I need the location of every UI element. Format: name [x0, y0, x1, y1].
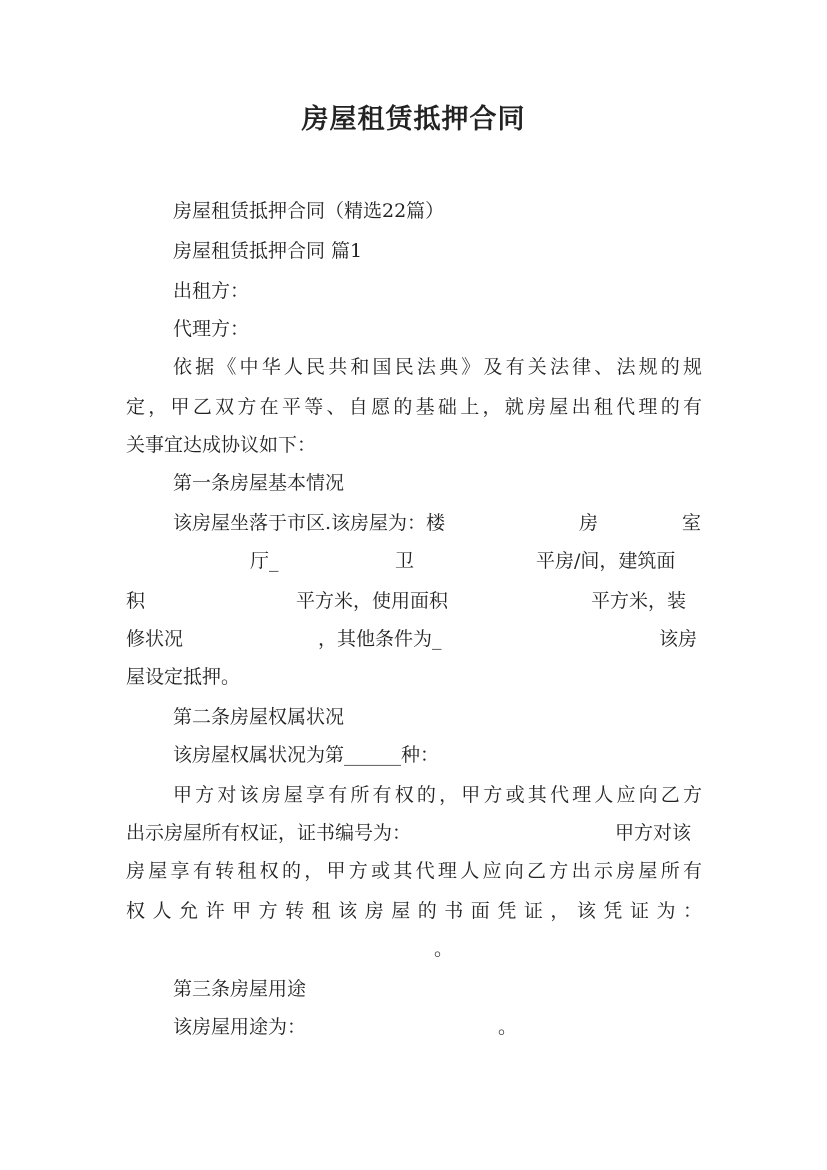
- text-fragment: 积: [126, 590, 146, 612]
- subtitle-line: 房屋租赁抵押合同（精选22篇）: [173, 200, 445, 222]
- text-fragment: 该房屋坐落于市区.该房屋为：楼: [173, 512, 446, 534]
- article-heading: 第一条房屋基本情况: [173, 472, 345, 494]
- text-fragment: 。: [498, 1016, 518, 1038]
- section-heading: 房屋租赁抵押合同 篇1: [173, 240, 363, 262]
- text-fragment: 。: [434, 938, 454, 960]
- paragraph-line: 定，甲乙双方在平等、自愿的基础上，就房屋出租代理的有: [126, 396, 702, 418]
- text-fragment: 甲方对该: [615, 822, 692, 844]
- paragraph-line: [173, 1014, 702, 1040]
- text-fragment: 房: [579, 512, 599, 534]
- text-fragment: 厅_: [250, 550, 279, 572]
- paragraph-line: 甲方对该房屋享有所有权的，甲方或其代理人应向乙方: [173, 784, 702, 806]
- text-fragment: 卫: [395, 550, 415, 572]
- text-fragment: 平房/间，建筑面: [536, 550, 676, 572]
- text-fragment: 平方米，使用面积: [296, 590, 449, 612]
- text-fragment: ，其他条件为_: [318, 628, 442, 650]
- paragraph-line: [126, 820, 702, 846]
- text-fragment: 出示房屋所有权证，证书编号为：: [126, 822, 412, 844]
- text-fragment: 修状况: [126, 628, 184, 650]
- text-fragment: 室: [682, 512, 702, 534]
- paragraph-line: [126, 548, 702, 574]
- article-heading: 第三条房屋用途: [173, 978, 307, 1000]
- paragraph-line: 房屋享有转租权的，甲方或其代理人应向乙方出示房屋所有: [126, 860, 702, 882]
- paragraph-line: 权人允许甲方转租该房屋的书面凭证，该凭证为：: [126, 900, 702, 922]
- paragraph-line: [173, 510, 702, 536]
- paragraph-line: [126, 626, 702, 652]
- paragraph-line: 该房屋权属状况为第______种：: [173, 744, 440, 766]
- text-fragment: 平方米，装: [591, 590, 687, 612]
- paragraph-line: 屋设定抵押。: [126, 666, 241, 688]
- document-title: 房屋租赁抵押合同: [301, 104, 526, 135]
- article-heading: 第二条房屋权属状况: [173, 706, 345, 728]
- agent-label: 代理方：: [173, 318, 250, 340]
- lessor-label: 出租方：: [173, 280, 250, 302]
- text-fragment: 该房屋用途为：: [173, 1016, 307, 1038]
- text-fragment: 该房: [659, 628, 698, 650]
- paragraph-line: 关事宜达成协议如下：: [126, 434, 317, 456]
- paragraph-line: [126, 588, 702, 614]
- paragraph-line: 依据《中华人民共和国民法典》及有关法律、法规的规: [173, 356, 702, 378]
- paragraph-line: [126, 936, 702, 962]
